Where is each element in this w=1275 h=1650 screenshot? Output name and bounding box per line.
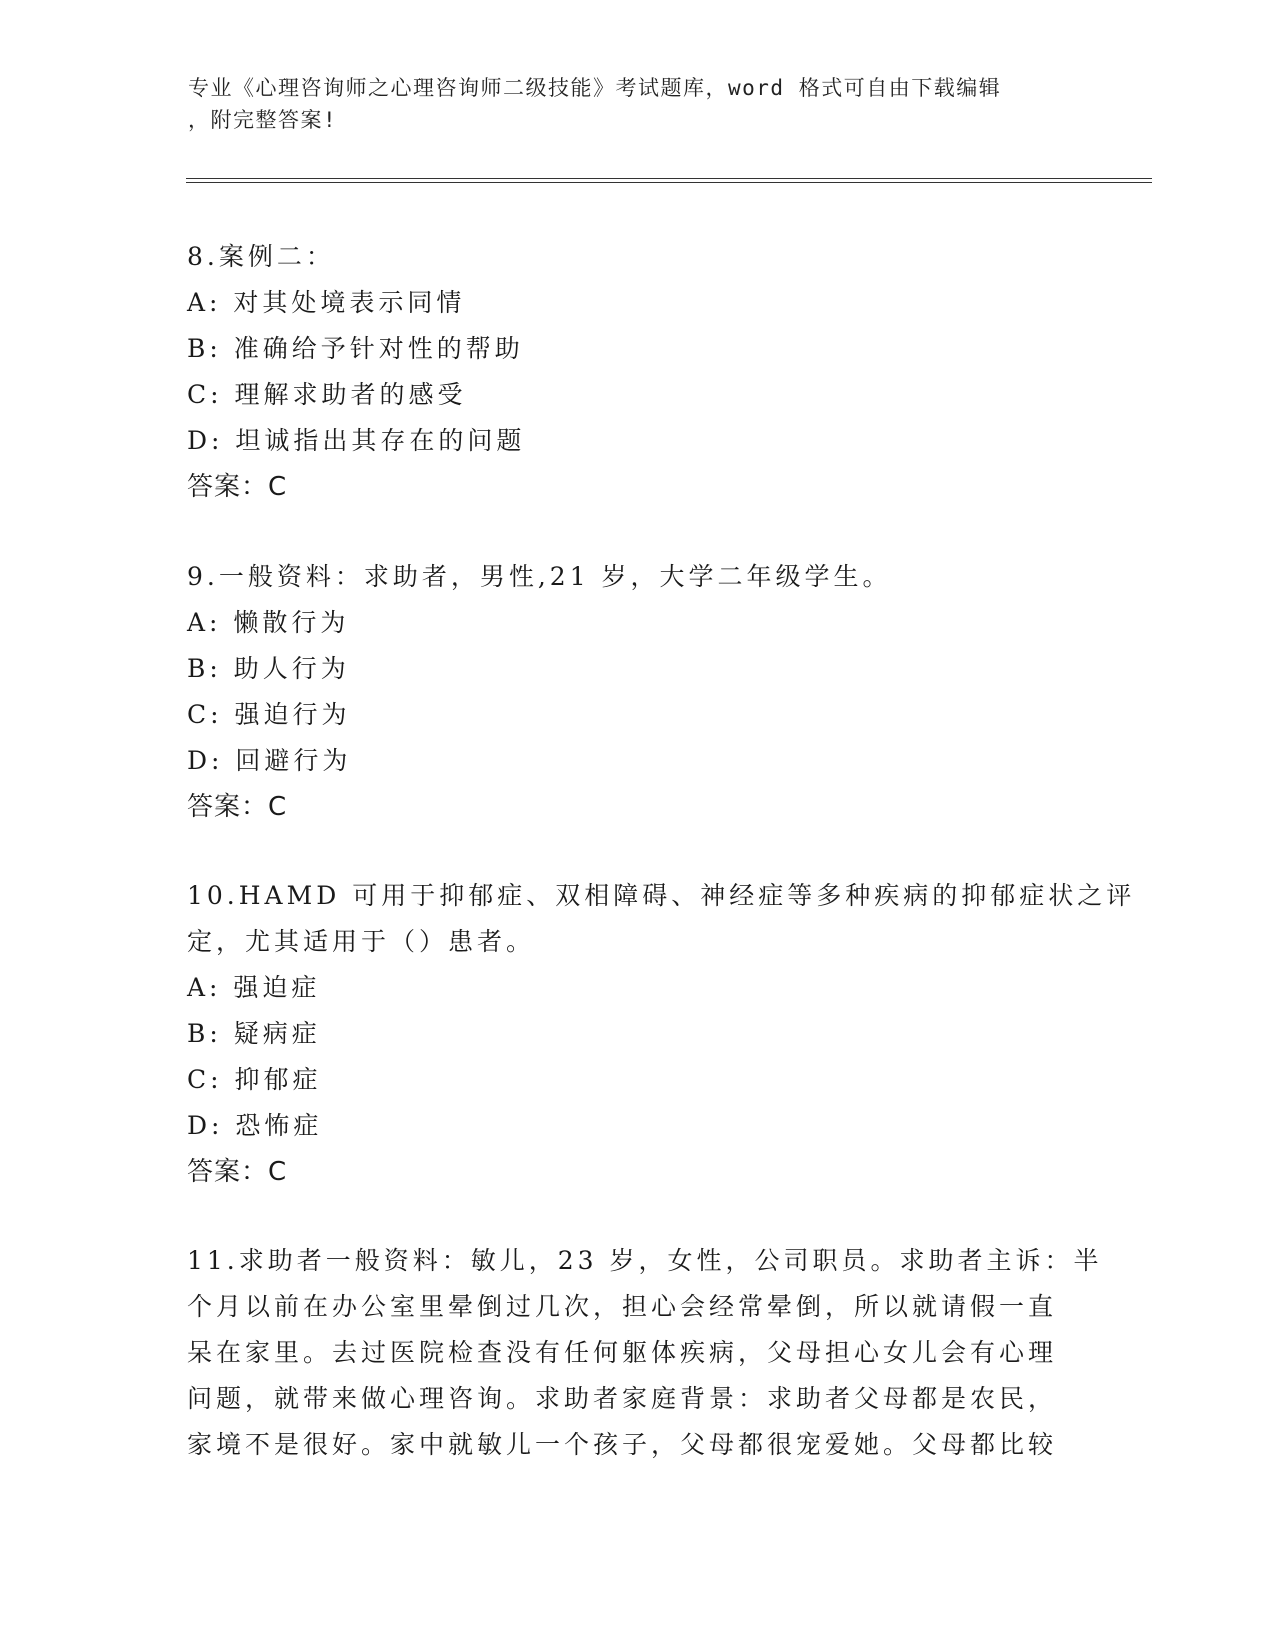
- answer: 答案：C: [187, 1157, 288, 1187]
- option-d: D: 回避行为: [187, 746, 352, 775]
- question-10: [187, 873, 1136, 1195]
- header-divider-top: [186, 178, 1152, 179]
- question-11: [187, 1238, 1103, 1468]
- option-c: C: 抑郁症: [187, 1065, 322, 1094]
- question-stem-line-5: 家境不是很好。家中就敏儿一个孩子，父母都很宠爱她。父母都比较: [187, 1430, 1058, 1459]
- question-stem-line-4: 问题，就带来做心理咨询。求助者家庭背景：求助者父母都是农民，: [187, 1384, 1058, 1413]
- question-stem: 9.一般资料：求助者，男性,21 岁，大学二年级学生。: [187, 562, 892, 591]
- option-b: B: 助人行为: [187, 654, 350, 683]
- option-b: B: 疑病症: [187, 1019, 321, 1048]
- header-line-1: 专业《心理咨询师之心理咨询师二级技能》考试题库，word 格式可自由下载编辑: [188, 76, 1002, 100]
- question-stem-line-2: 个月以前在办公室里晕倒过几次，担心会经常晕倒，所以就请假一直: [187, 1292, 1058, 1321]
- question-stem-line-3: 呆在家里。去过医院检查没有任何躯体疾病，父母担心女儿会有心理: [187, 1338, 1058, 1367]
- question-stem-line-1: 11.求助者一般资料：敏儿，23 岁，女性，公司职员。求助者主诉：半: [187, 1246, 1103, 1275]
- option-d: D: 坦诚指出其存在的问题: [187, 426, 526, 455]
- document-header: [188, 72, 1068, 136]
- question-9: [187, 554, 1087, 830]
- question-stem-line-1: 10.HAMD 可用于抑郁症、双相障碍、神经症等多种疾病的抑郁症状之评: [187, 881, 1136, 910]
- question-8: [187, 234, 1087, 510]
- question-stem-line-2: 定，尤其适用于（）患者。: [187, 927, 536, 956]
- option-a: A: 懒散行为: [187, 608, 350, 637]
- answer: 答案：C: [187, 472, 288, 502]
- header-line-2: ，附完整答案!: [188, 108, 338, 132]
- option-c: C: 理解求助者的感受: [187, 380, 467, 409]
- option-a: A: 对其处境表示同情: [187, 288, 466, 317]
- question-stem: 8.案例二：: [187, 242, 335, 271]
- answer: 答案：C: [187, 792, 288, 822]
- header-divider-bottom: [186, 182, 1152, 183]
- option-a: A: 强迫症: [187, 973, 321, 1002]
- option-c: C: 强迫行为: [187, 700, 351, 729]
- option-b: B: 准确给予针对性的帮助: [187, 334, 524, 363]
- option-d: D: 恐怖症: [187, 1111, 323, 1140]
